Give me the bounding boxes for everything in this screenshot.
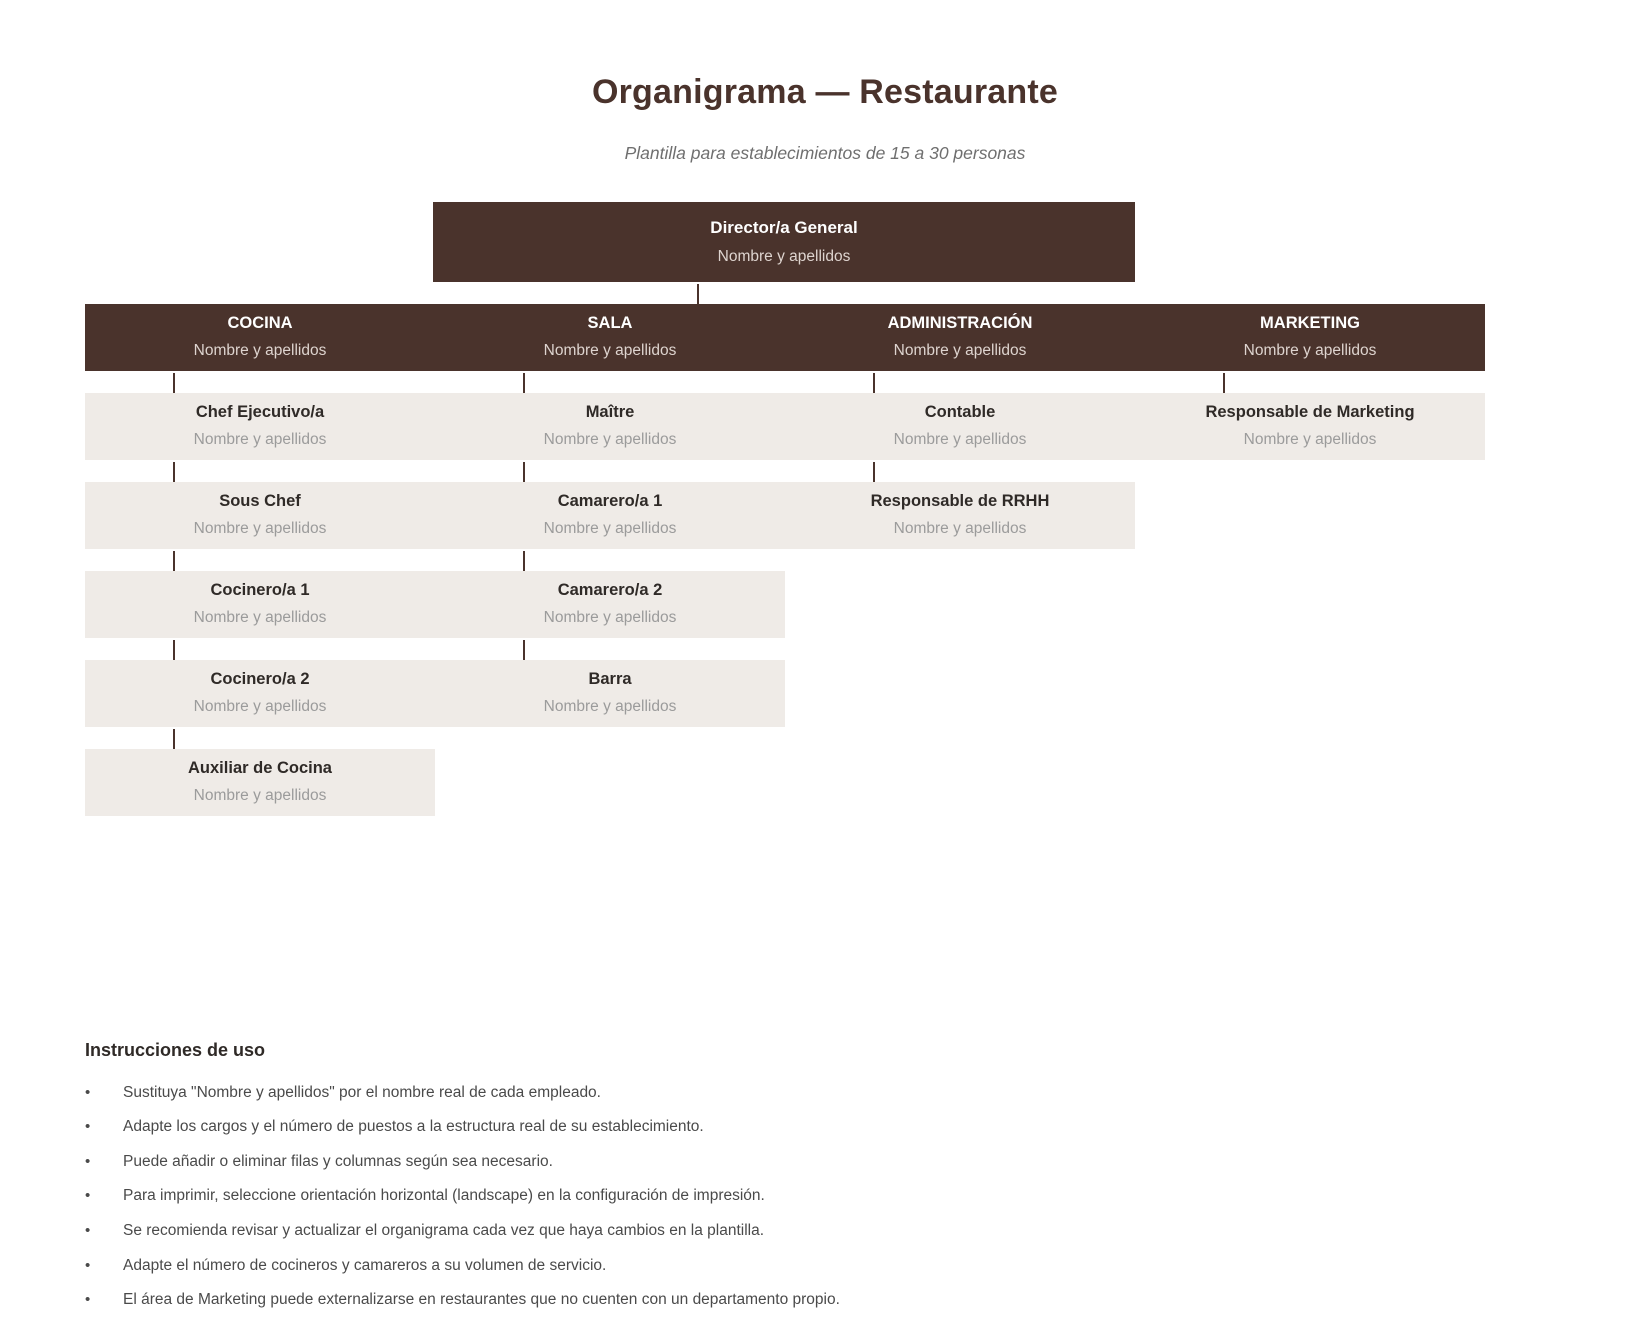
- list-item-text: Para imprimir, seleccione orientación horizontal (landscape) en la configuración de impresión.: [123, 1187, 765, 1205]
- org-row-level5: [0, 749, 1650, 816]
- list-item-text: Se recomienda revisar y actualizar el organigrama cada vez que haya cambios en la plantilla.: [123, 1221, 765, 1239]
- node-role: Barra: [588, 670, 632, 689]
- connector-line: [523, 373, 525, 393]
- page-subtitle: Plantilla para establecimientos de 15 a 30 personas: [624, 142, 1026, 163]
- node-maitre[interactable]: [435, 393, 785, 460]
- connector-line: [523, 551, 525, 571]
- connector-group-departments: [0, 371, 1650, 393]
- node-role: Responsable de Marketing: [1205, 403, 1415, 422]
- connector-group-executive: [0, 282, 1650, 304]
- bullet-icon: •: [85, 1291, 91, 1309]
- list-item: [85, 1153, 1385, 1172]
- connector-line: [523, 640, 525, 660]
- node-director-general[interactable]: [433, 202, 1135, 282]
- node-person: Nombre y apellidos: [193, 698, 327, 716]
- node-auxiliar-cocina[interactable]: [85, 749, 435, 816]
- node-person: Nombre y apellidos: [193, 787, 327, 805]
- connector-group-level1: [0, 460, 1650, 482]
- org-row-level1: [0, 393, 1650, 460]
- node-person: Nombre y apellidos: [1243, 431, 1377, 449]
- instructions-title: Instrucciones de uso: [85, 1040, 266, 1060]
- node-responsable-rrhh[interactable]: [785, 482, 1135, 549]
- org-row-executive: [0, 202, 1650, 282]
- node-sala[interactable]: [435, 304, 785, 371]
- connector-line: [173, 462, 175, 482]
- bullet-icon: •: [85, 1152, 91, 1170]
- node-contable[interactable]: [785, 393, 1135, 460]
- instructions-list: [85, 1084, 1385, 1310]
- node-person: Nombre y apellidos: [193, 609, 327, 627]
- node-person: Nombre y apellidos: [193, 342, 327, 360]
- list-item: [85, 1257, 1385, 1276]
- org-row-level2: [0, 482, 1650, 549]
- node-chef-ejecutivo[interactable]: [85, 393, 435, 460]
- bullet-icon: •: [85, 1187, 91, 1205]
- node-marketing[interactable]: [1135, 304, 1485, 371]
- bullet-icon: •: [85, 1083, 91, 1101]
- connector-line: [1223, 373, 1225, 393]
- node-person: Nombre y apellidos: [543, 342, 677, 360]
- page-title: Organigrama — Restaurante: [591, 73, 1059, 111]
- node-camarero-2[interactable]: [435, 571, 785, 638]
- org-row-level3: [0, 571, 1650, 638]
- node-role: Director/a General: [710, 218, 858, 238]
- node-person: Nombre y apellidos: [193, 431, 327, 449]
- list-item: [85, 1084, 1385, 1103]
- node-role: Contable: [924, 403, 996, 422]
- bullet-icon: •: [85, 1221, 91, 1239]
- node-person: Nombre y apellidos: [543, 698, 677, 716]
- node-role: Chef Ejecutivo/a: [195, 403, 325, 422]
- connector-line: [173, 551, 175, 571]
- node-role: Maître: [585, 403, 635, 422]
- document-header: [0, 0, 1650, 164]
- node-person: Nombre y apellidos: [543, 609, 677, 627]
- node-person: Nombre y apellidos: [193, 520, 327, 538]
- instructions-section: [85, 1040, 1385, 1326]
- bullet-icon: •: [85, 1256, 91, 1274]
- node-barra[interactable]: [435, 660, 785, 727]
- node-role: SALA: [587, 314, 633, 333]
- list-item-text: El área de Marketing puede externalizarse en restaurantes que no cuenten con un departamento propio.: [123, 1291, 840, 1309]
- bullet-icon: •: [85, 1118, 91, 1136]
- node-administracion[interactable]: [785, 304, 1135, 371]
- list-item: [85, 1118, 1385, 1137]
- node-role: MARKETING: [1260, 314, 1360, 333]
- list-item: [85, 1187, 1385, 1206]
- list-item: [85, 1291, 1385, 1310]
- node-person: Nombre y apellidos: [717, 247, 851, 265]
- node-sous-chef[interactable]: [85, 482, 435, 549]
- node-role: Auxiliar de Cocina: [188, 759, 332, 778]
- node-role: Camarero/a 1: [557, 492, 663, 511]
- node-role: COCINA: [227, 314, 293, 333]
- node-responsable-marketing[interactable]: [1135, 393, 1485, 460]
- connector-line: [873, 462, 875, 482]
- list-item: [85, 1222, 1385, 1241]
- node-cocinero-2[interactable]: [85, 660, 435, 727]
- list-item-text: Adapte los cargos y el número de puestos a la estructura real de su establecimiento.: [123, 1118, 704, 1136]
- connector-group-level2: [0, 549, 1650, 571]
- node-role: Responsable de RRHH: [870, 492, 1050, 511]
- connector-group-level3: [0, 638, 1650, 660]
- connector-line: [173, 640, 175, 660]
- connector-line: [173, 729, 175, 749]
- node-role: Cocinero/a 1: [210, 581, 310, 600]
- connector-line: [523, 462, 525, 482]
- node-person: Nombre y apellidos: [543, 520, 677, 538]
- node-role: Cocinero/a 2: [210, 670, 310, 689]
- node-role: ADMINISTRACIÓN: [887, 314, 1033, 333]
- org-row-level4: [0, 660, 1650, 727]
- node-person: Nombre y apellidos: [543, 431, 677, 449]
- connector-line: [873, 373, 875, 393]
- node-role: Sous Chef: [219, 492, 301, 511]
- connector-line: [697, 284, 699, 304]
- list-item-text: Puede añadir o eliminar filas y columnas según sea necesario.: [123, 1152, 553, 1170]
- list-item-text: Adapte el número de cocineros y camareros a su volumen de servicio.: [123, 1256, 607, 1274]
- node-camarero-1[interactable]: [435, 482, 785, 549]
- node-person: Nombre y apellidos: [1243, 342, 1377, 360]
- org-row-departments: [0, 304, 1650, 371]
- node-cocinero-1[interactable]: [85, 571, 435, 638]
- node-person: Nombre y apellidos: [893, 342, 1027, 360]
- node-cocina[interactable]: [85, 304, 435, 371]
- node-person: Nombre y apellidos: [893, 431, 1027, 449]
- list-item-text: Sustituya "Nombre y apellidos" por el nombre real de cada empleado.: [123, 1083, 601, 1101]
- connector-group-level4: [0, 727, 1650, 749]
- org-chart: [0, 202, 1650, 816]
- node-person: Nombre y apellidos: [893, 520, 1027, 538]
- node-role: Camarero/a 2: [557, 581, 663, 600]
- connector-line: [173, 373, 175, 393]
